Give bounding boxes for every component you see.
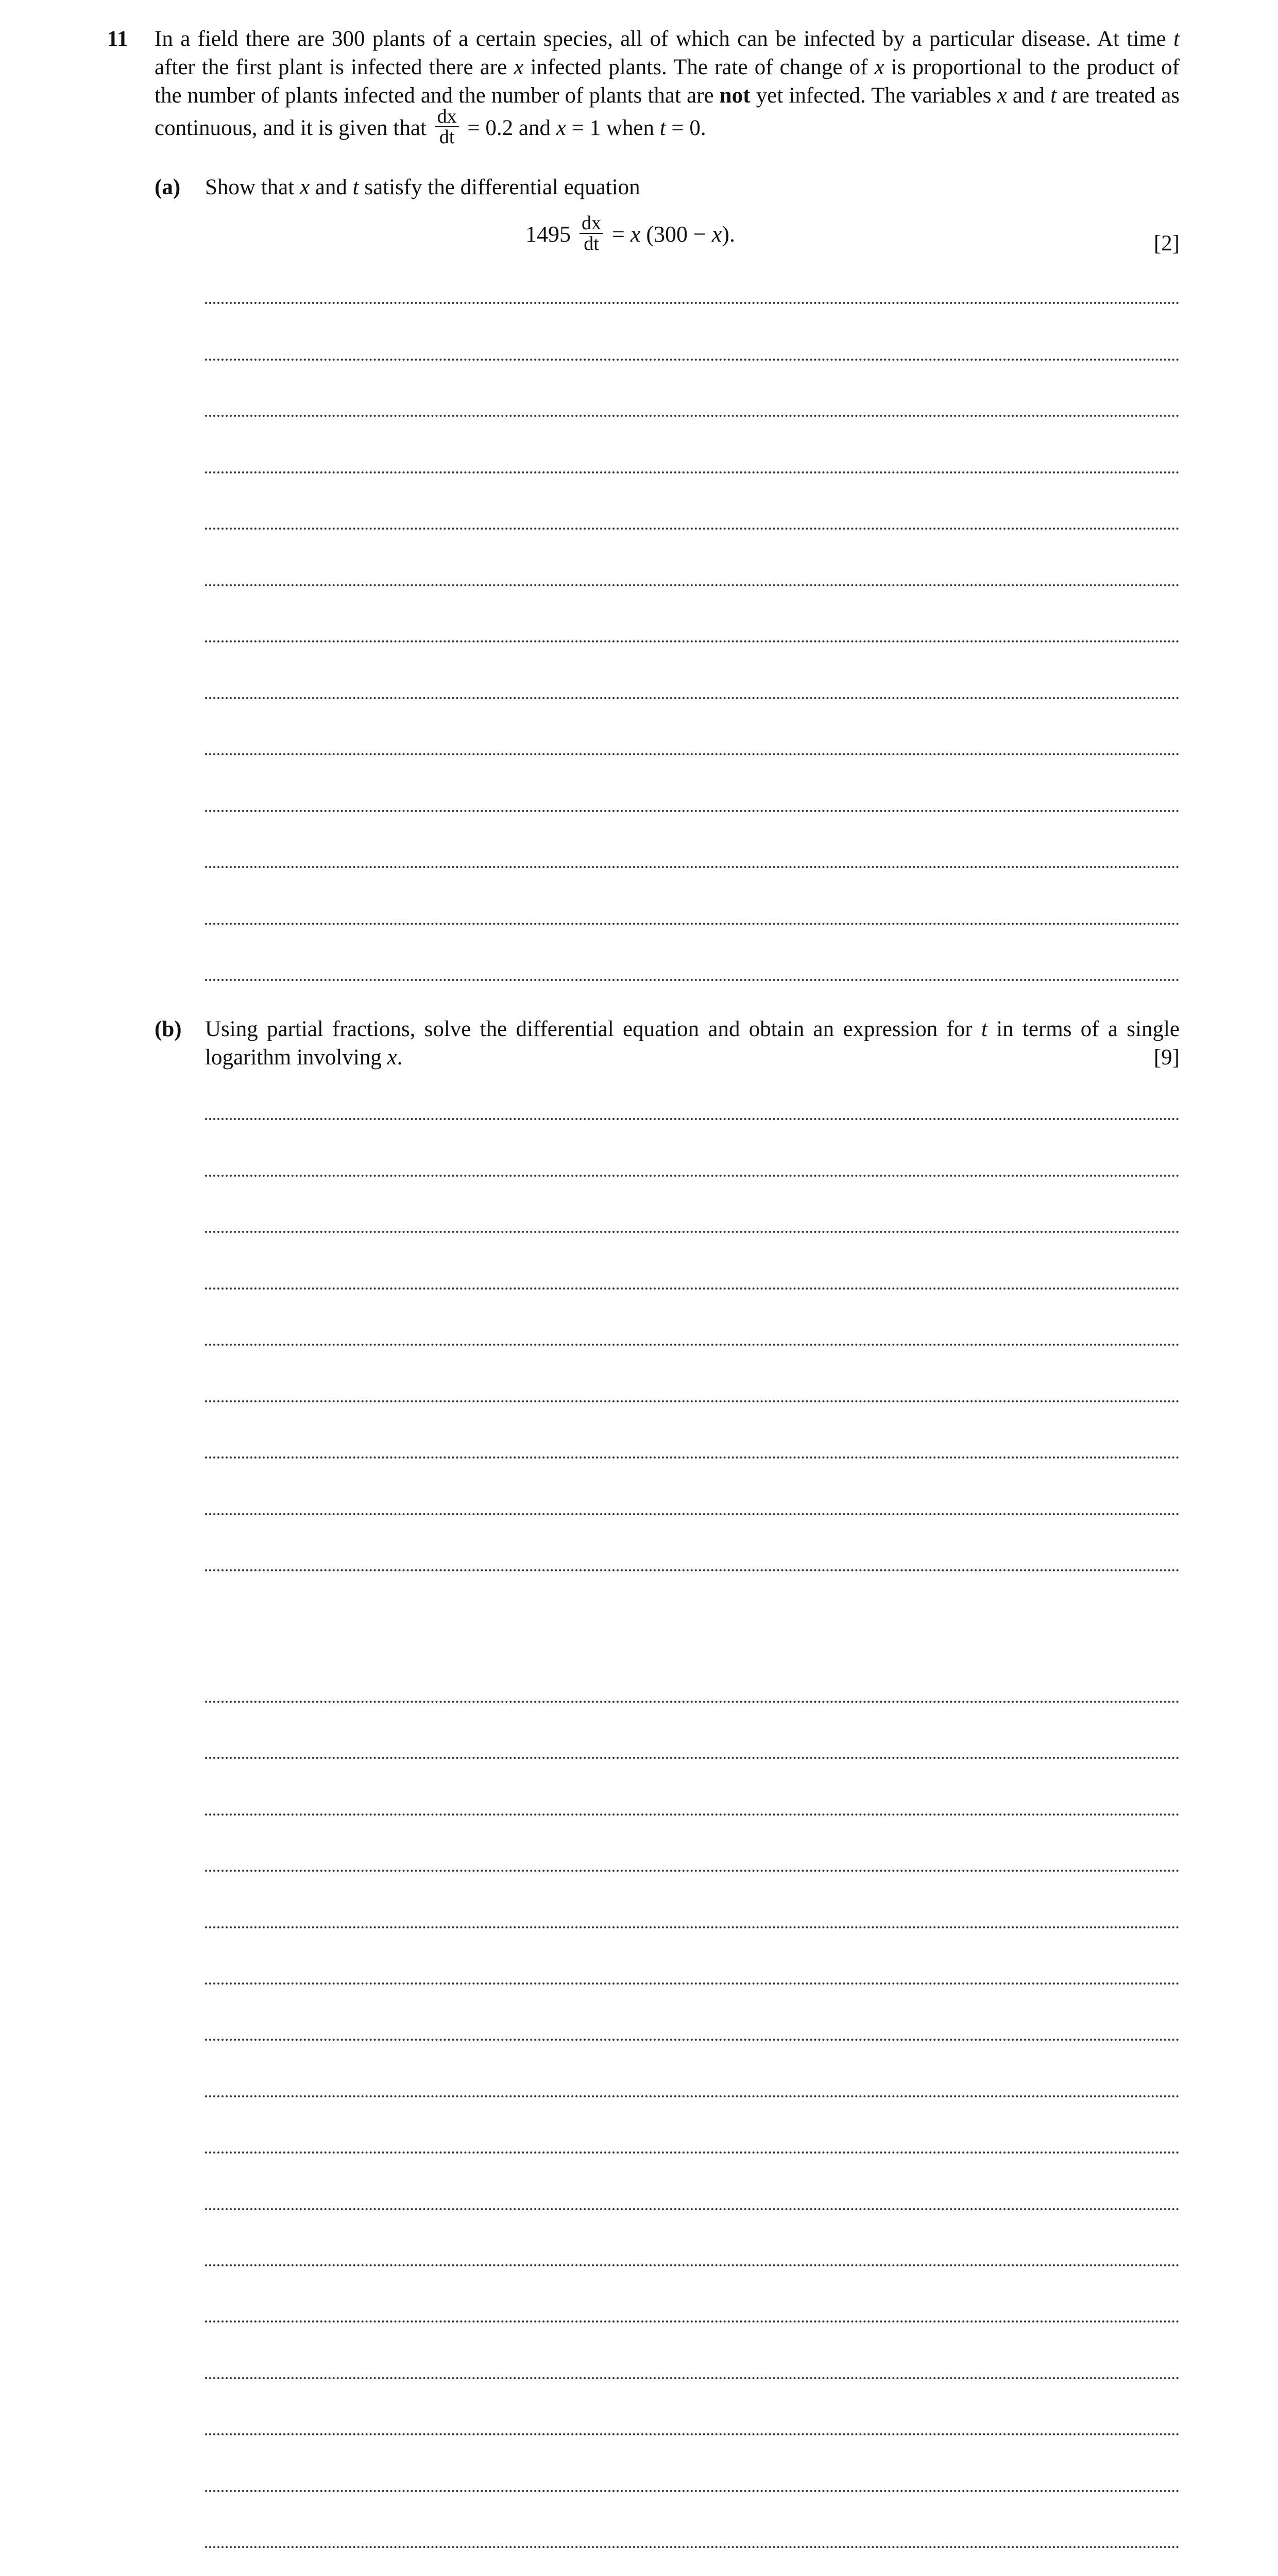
answer-line[interactable]	[205, 2151, 1180, 2154]
fraction-numerator: dx	[435, 107, 459, 127]
answer-line[interactable]	[205, 2095, 1180, 2097]
answer-line[interactable]	[205, 2433, 1180, 2435]
math-variable: t	[352, 175, 359, 199]
fraction-denominator: dt	[584, 233, 599, 255]
part-a-prompt: Show that x and t satisfy the differential equation	[205, 175, 640, 199]
math-variable: t	[1050, 83, 1057, 108]
answer-line[interactable]	[205, 1175, 1180, 1177]
question-intro-text: In a field there are 300 plants of a certain species, all of which can be infected by a particular disease. At time t after the first plant is infected there are x infected plants. The rate of change of x is proportional to the product of the number of plants infected and the number of plants that are not yet infected. The variables x and t are treated as continuous, and it is given that $\frac{dx}{dt}$ = 0.2 and x = 1 when t = 0.	[155, 27, 1180, 148]
answer-line[interactable]	[205, 923, 1180, 925]
answer-line[interactable]	[205, 1814, 1180, 1816]
answer-line[interactable]	[205, 584, 1180, 586]
math-variable: x	[630, 222, 641, 247]
answer-line[interactable]	[205, 1456, 1180, 1459]
answer-line[interactable]	[205, 753, 1180, 755]
answer-line[interactable]	[205, 1757, 1180, 1759]
question-number: 11	[107, 27, 128, 51]
answer-line[interactable]	[205, 1400, 1180, 1402]
answer-line[interactable]	[205, 1701, 1180, 1703]
answer-line[interactable]	[205, 1513, 1180, 1515]
answer-line[interactable]	[205, 1287, 1180, 1290]
answer-line[interactable]	[205, 2208, 1180, 2210]
fraction	[435, 107, 459, 147]
answer-line[interactable]	[205, 2490, 1180, 2492]
answer-line[interactable]	[205, 1569, 1180, 1571]
answer-line[interactable]	[205, 415, 1180, 417]
math-variable: t	[659, 115, 666, 140]
answer-line[interactable]	[205, 1344, 1180, 1346]
fraction-denominator: dt	[439, 126, 455, 148]
answer-line[interactable]	[205, 471, 1180, 473]
math-variable: x	[387, 1045, 397, 1070]
part-b-label: (b)	[155, 1017, 182, 1041]
answer-line[interactable]	[205, 302, 1180, 304]
answer-line[interactable]	[205, 2264, 1180, 2266]
part-b-prompt	[205, 1015, 1180, 1072]
answer-line[interactable]	[205, 810, 1180, 812]
answer-line[interactable]	[205, 359, 1180, 361]
answer-line[interactable]	[205, 1118, 1180, 1120]
answer-line[interactable]	[205, 979, 1180, 981]
answer-line[interactable]	[205, 697, 1180, 699]
answer-line[interactable]	[205, 1231, 1180, 1233]
part-a-marks: [2]	[1153, 231, 1180, 256]
answer-line[interactable]	[205, 2546, 1180, 2548]
answer-line[interactable]	[205, 2377, 1180, 2379]
answer-line[interactable]	[205, 1982, 1180, 1985]
part-b-prompt-text: Using partial fractions, solve the differential equation and obtain an expression for t in terms of a single logarithm involving x.	[205, 1017, 1180, 1070]
answer-line[interactable]	[205, 528, 1180, 530]
answer-line[interactable]	[205, 866, 1180, 868]
answer-line[interactable]	[205, 2320, 1180, 2323]
emphasis-text: not	[719, 83, 751, 108]
answer-line[interactable]	[205, 1870, 1180, 1872]
math-variable: x	[874, 55, 884, 79]
math-variable: x	[711, 222, 722, 247]
differential-equation: 1495 $\frac{dx}{dt}$ = x (300 − x).	[525, 212, 736, 255]
math-variable: x	[514, 55, 524, 79]
answer-line[interactable]	[205, 640, 1180, 642]
fraction	[580, 213, 603, 253]
math-variable: x	[556, 115, 566, 140]
math-variable: t	[1173, 27, 1180, 51]
answer-line[interactable]	[205, 1926, 1180, 1928]
part-b-marks: [9]	[1153, 1045, 1180, 1070]
math-variable: x	[299, 175, 310, 199]
answer-line[interactable]	[205, 2039, 1180, 2041]
part-a-label: (a)	[155, 175, 181, 199]
fraction-numerator: dx	[580, 213, 603, 234]
math-variable: x	[997, 83, 1007, 108]
question-intro	[155, 25, 1180, 150]
math-variable: t	[981, 1017, 987, 1041]
